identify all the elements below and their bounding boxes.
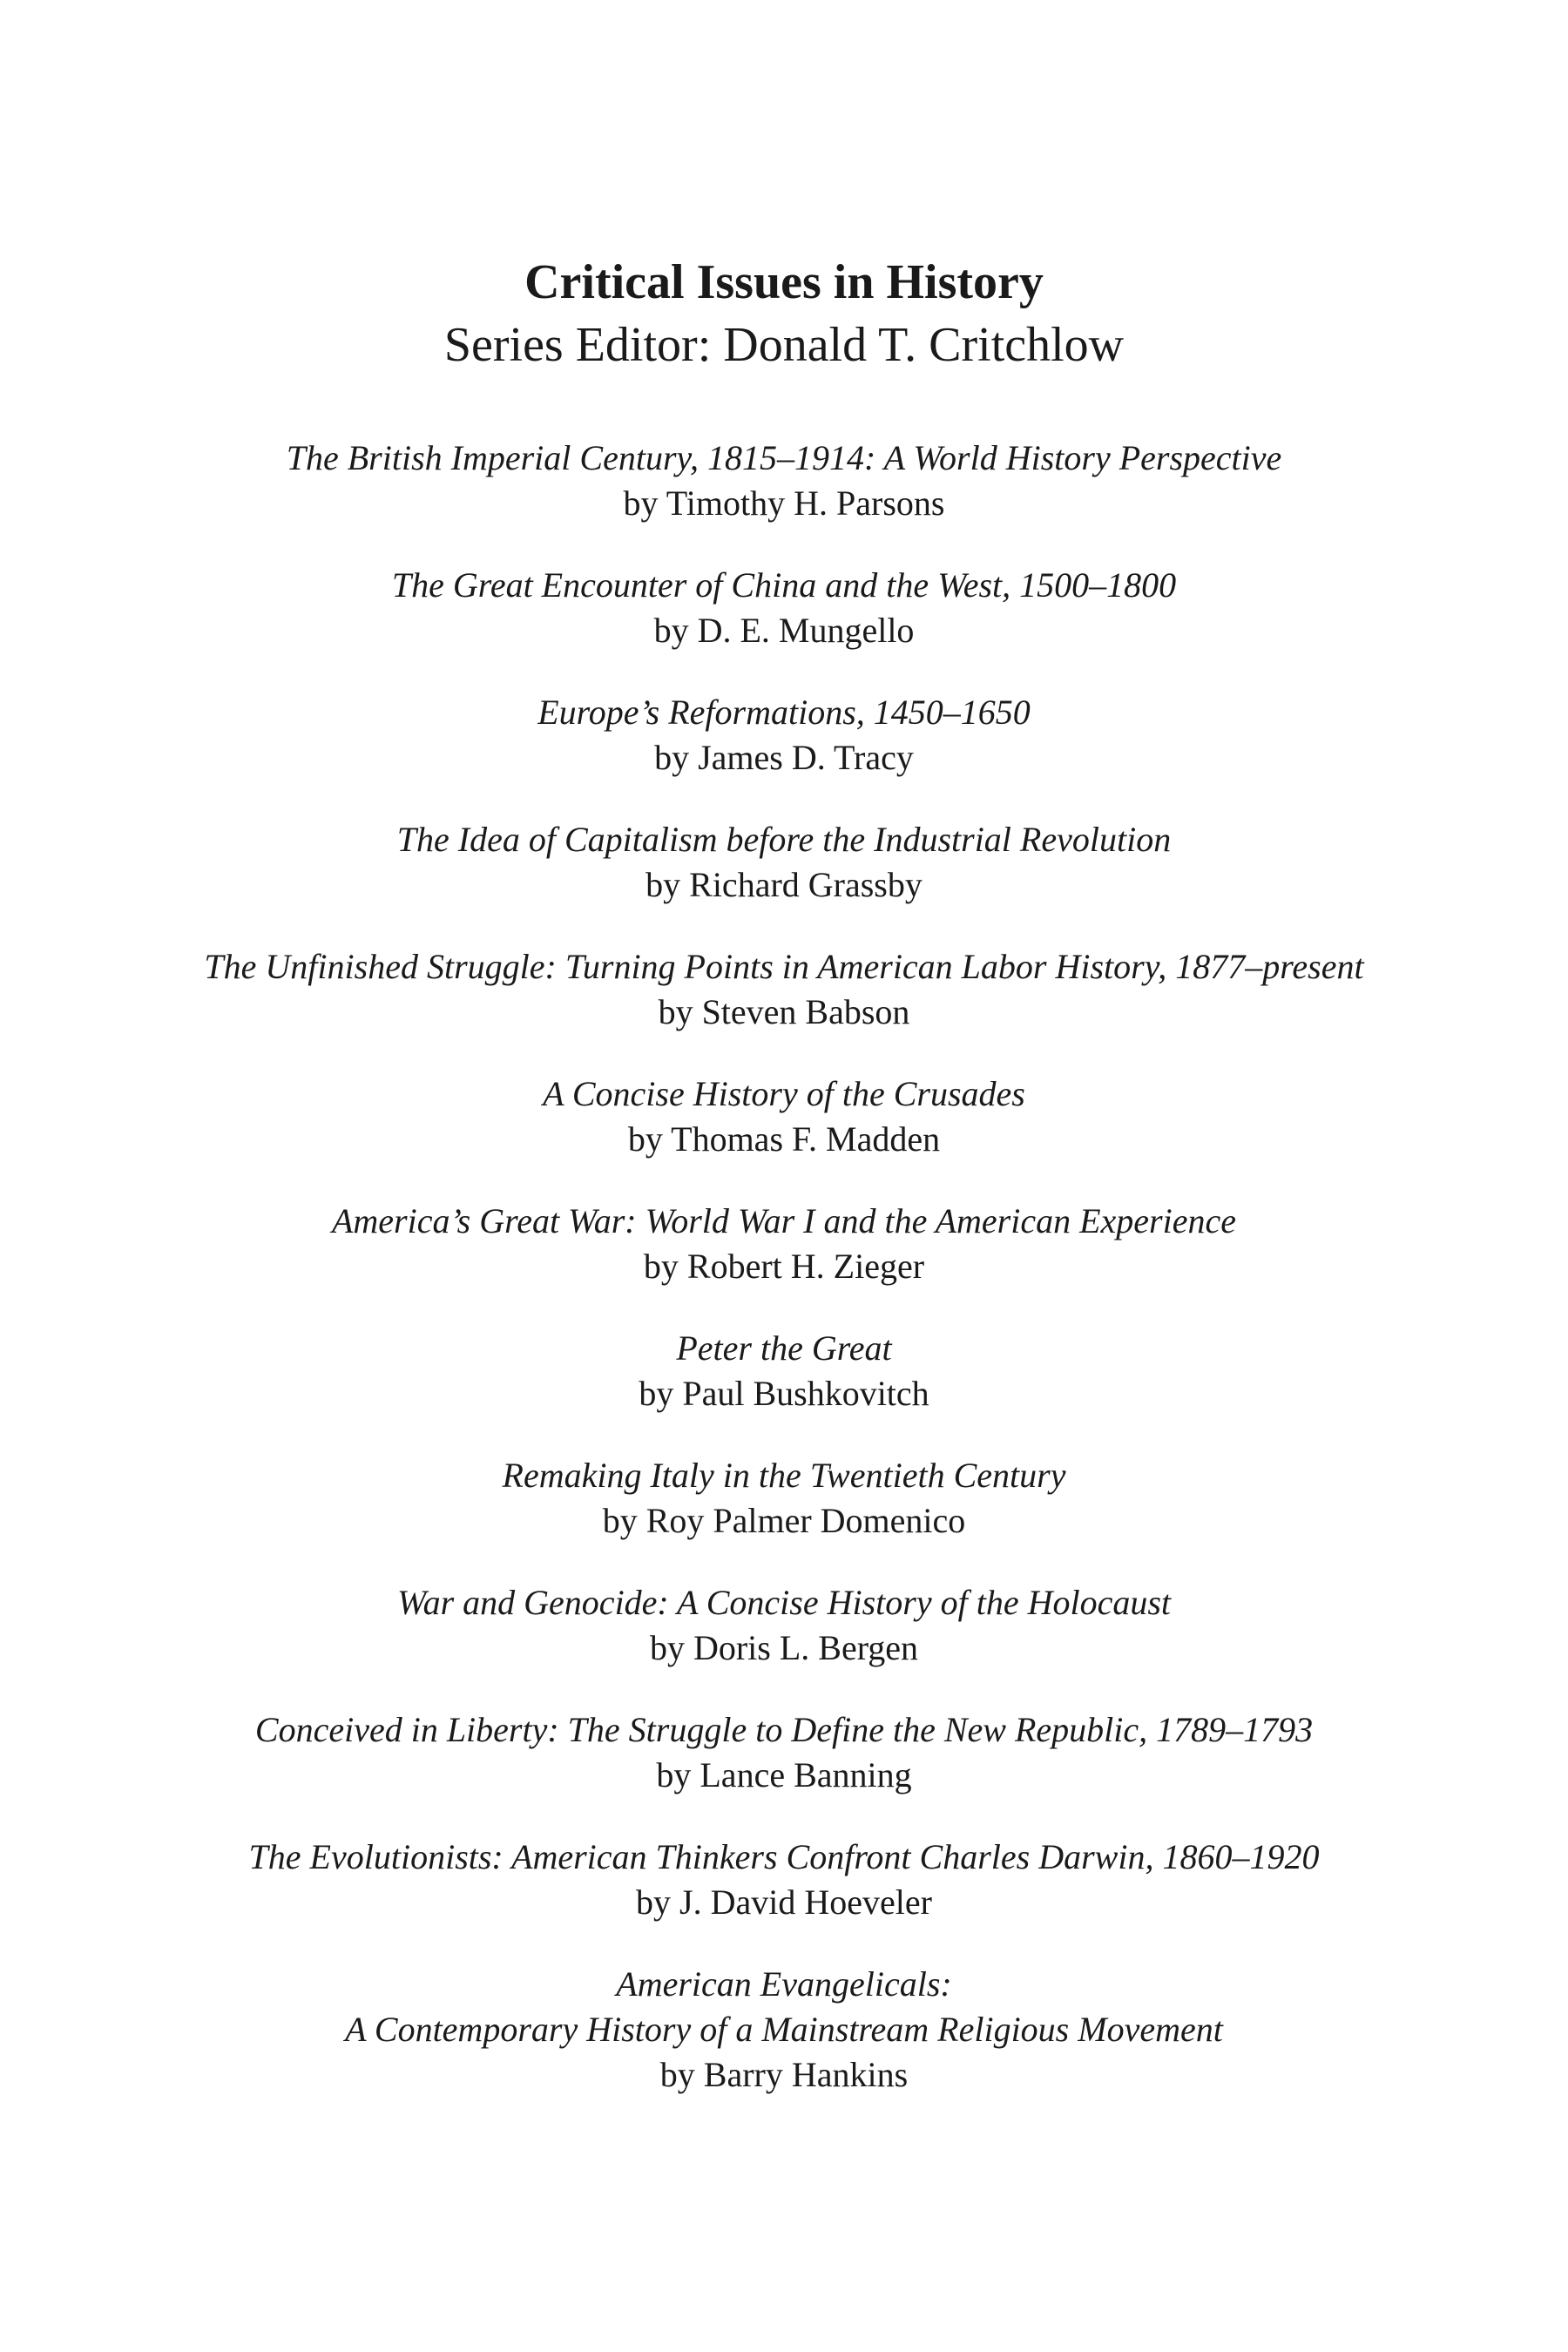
book-title: The Unfinished Struggle: Turning Points in American Labor History, 1877–present — [204, 947, 1364, 986]
book-author: by Robert H. Zieger — [643, 1247, 925, 1286]
book-author: by Timothy H. Parsons — [623, 483, 945, 523]
book-author: by Steven Babson — [658, 992, 910, 1031]
book-entry — [0, 563, 1568, 653]
book-entry — [0, 1453, 1568, 1544]
book-author: by Paul Bushkovitch — [639, 1374, 929, 1413]
book-list — [0, 436, 1568, 2134]
book-entry — [0, 817, 1568, 908]
book-author: by Thomas F. Madden — [627, 1119, 941, 1159]
book-author: by J. David Hoeveler — [636, 1882, 932, 1922]
book-title: America’s Great War: World War I and the American Experience — [331, 1201, 1236, 1240]
book-author: by Roy Palmer Domenico — [602, 1501, 966, 1540]
book-title: Europe’s Reformations, 1450–1650 — [537, 693, 1031, 732]
book-author: by Richard Grassby — [645, 865, 923, 904]
book-entry — [0, 690, 1568, 781]
book-title: The Idea of Capitalism before the Industrial Revolution — [396, 820, 1172, 859]
book-title: War and Genocide: A Concise History of the Holocaust — [396, 1583, 1172, 1622]
book-entry — [0, 1707, 1568, 1798]
book-entry — [0, 1580, 1568, 1671]
book-author: by D. E. Mungello — [653, 611, 915, 650]
book-title: Remaking Italy in the Twentieth Century — [502, 1456, 1066, 1495]
book-entry — [0, 1326, 1568, 1416]
book-title: Peter the Great — [676, 1328, 892, 1368]
book-title: The British Imperial Century, 1815–1914: A World History Perspective — [286, 438, 1282, 477]
book-title: The Great Encounter of China and the West, 1500–1800 — [391, 565, 1177, 605]
book-entry — [0, 436, 1568, 526]
book-title: The Evolutionists: American Thinkers Confront Charles Darwin, 1860–1920 — [248, 1837, 1320, 1876]
series-editor: Series Editor: Donald T. Critchlow — [443, 318, 1125, 372]
book-title: A Concise History of the Crusades — [543, 1074, 1025, 1113]
book-title: Conceived in Liberty: The Struggle to Define the New Republic, 1789–1793 — [254, 1710, 1314, 1749]
book-entry — [0, 1962, 1568, 2098]
book-title: American Evangelicals: — [616, 1964, 952, 2004]
book-entry — [0, 1835, 1568, 1925]
book-author: by Lance Banning — [656, 1755, 912, 1794]
book-subtitle: A Contemporary History of a Mainstream Religious Movement — [345, 2010, 1223, 2049]
book-author: by Barry Hankins — [659, 2055, 909, 2094]
book-author: by James D. Tracy — [654, 738, 914, 777]
series-header — [0, 251, 1568, 376]
book-entry — [0, 1071, 1568, 1162]
book-entry — [0, 1199, 1568, 1289]
series-title: Critical Issues in History — [524, 255, 1044, 309]
book-author: by Doris L. Bergen — [649, 1628, 919, 1667]
book-entry — [0, 944, 1568, 1035]
